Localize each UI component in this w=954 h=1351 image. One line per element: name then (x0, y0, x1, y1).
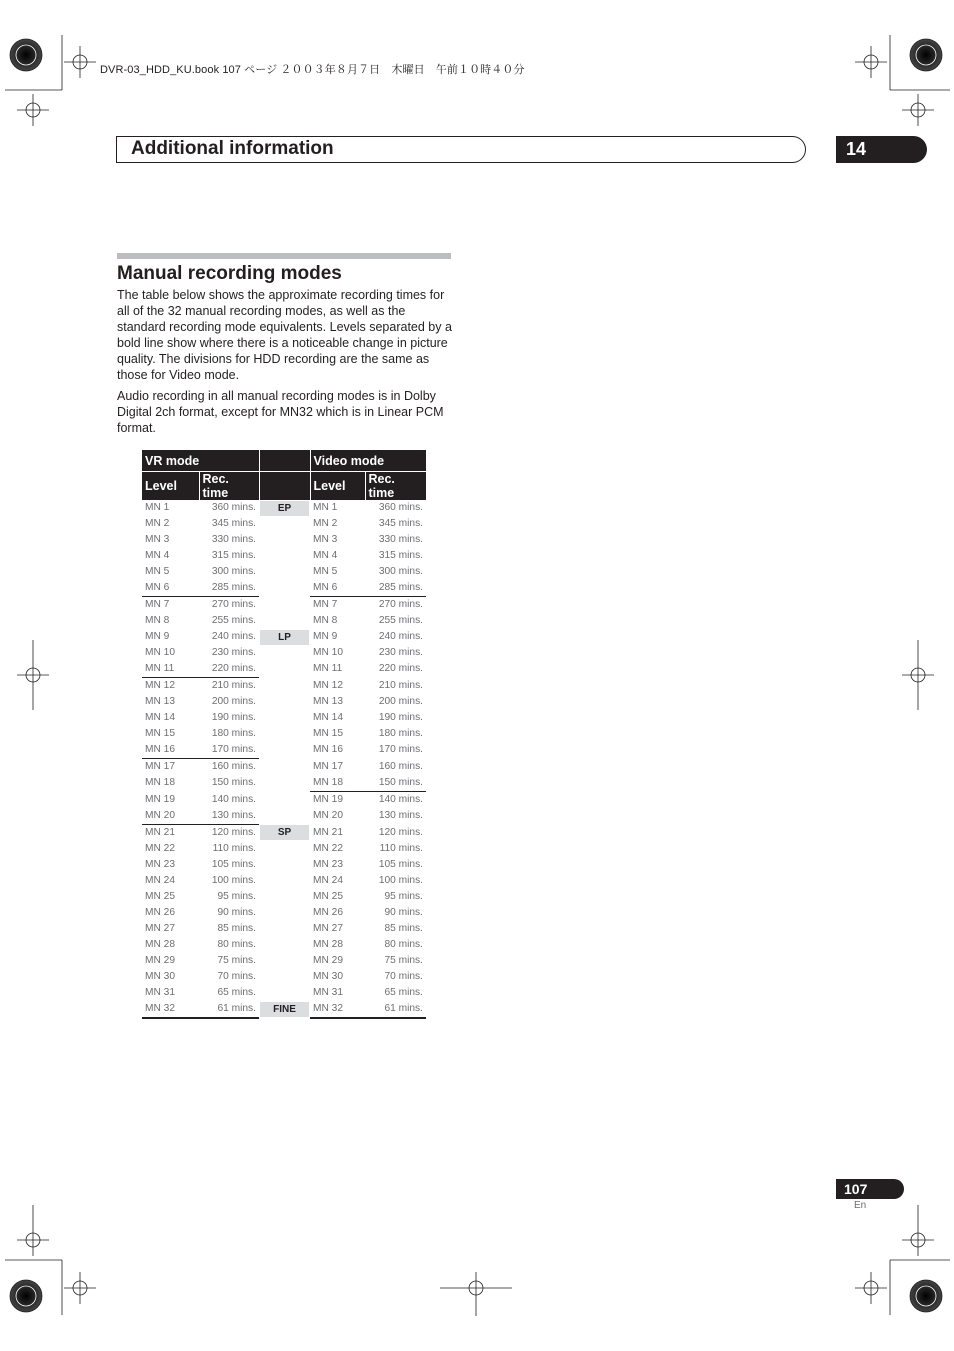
video-rec-time-cell: 300 mins. (378, 566, 423, 577)
vr-rec-time-cell: 140 mins. (211, 793, 256, 805)
chapter-number-tab: 14 (836, 136, 927, 163)
vr-level-cell: MN 4 (145, 550, 170, 561)
video-level-cell: MN 31 (313, 987, 344, 998)
vr-rec-time-cell: 75 mins. (217, 955, 256, 966)
vr-level-cell: MN 12 (142, 678, 199, 695)
vr-rec-time-cell: 285 mins. (211, 582, 256, 593)
table-row (142, 905, 426, 921)
video-level-cell: MN 4 (313, 550, 338, 561)
vr-level-cell: MN 26 (145, 907, 176, 918)
video-rec-time-cell: 200 mins. (378, 696, 423, 707)
standard-mode-cell (259, 857, 310, 873)
video-rec-time-cell: 330 mins. (378, 534, 423, 545)
registration-target-icon (10, 39, 42, 71)
standard-mode-cell (259, 548, 310, 564)
video-rec-time-cell: 80 mins. (384, 939, 423, 950)
standard-mode-cell (259, 678, 310, 695)
video-rec-time-cell: 61 mins. (365, 1001, 426, 1018)
table-row (142, 742, 426, 759)
video-rec-time-cell: 360 mins. (378, 502, 423, 513)
standard-mode-cell (259, 825, 310, 842)
vr-level-cell: MN 32 (142, 1001, 199, 1018)
crosshair-icon (73, 55, 87, 69)
crosshair-icon (26, 1233, 40, 1247)
table-row (142, 841, 426, 857)
video-rec-time-cell: 315 mins. (378, 550, 423, 561)
standard-mode-cell (259, 985, 310, 1001)
registration-target-icon (910, 1280, 942, 1312)
vr-rec-time-cell: 100 mins. (211, 875, 256, 886)
video-level-cell: MN 16 (313, 744, 344, 756)
video-level-cell: MN 30 (313, 971, 344, 982)
vr-rec-time-cell: 80 mins. (217, 939, 256, 950)
table-row (142, 759, 426, 776)
registration-target-icon (10, 1280, 42, 1312)
vr-level-cell: MN 15 (145, 728, 176, 739)
vr-level-cell: MN 18 (145, 777, 176, 789)
vr-rec-time-cell: 105 mins. (211, 859, 256, 870)
table-row (142, 808, 426, 825)
vr-rec-time-cell: 200 mins. (211, 696, 256, 707)
vr-rec-time-cell: 85 mins. (217, 923, 256, 934)
vr-level-cell: MN 11 (145, 663, 175, 674)
table-row (142, 532, 426, 548)
standard-mode-cell (259, 500, 310, 516)
table-row (142, 500, 426, 516)
standard-mode-cell (259, 629, 310, 645)
video-level-cell: MN 15 (313, 728, 344, 739)
standard-mode-cell (259, 921, 310, 937)
video-rec-time-cell: 210 mins. (378, 679, 423, 691)
table-row (142, 921, 426, 937)
table-row (142, 597, 426, 614)
video-level-cell: MN 6 (313, 582, 338, 593)
video-rec-time-cell: 160 mins. (378, 760, 423, 772)
table-row (142, 857, 426, 873)
video-level-cell: MN 27 (313, 923, 344, 934)
vr-level-cell: MN 22 (145, 843, 176, 854)
video-rec-time-cell: 230 mins. (378, 647, 423, 658)
vr-level-cell: MN 29 (145, 955, 176, 966)
table-row (142, 889, 426, 905)
video-level-cell: MN 11 (313, 663, 343, 675)
vr-level-cell: MN 19 (145, 793, 176, 805)
video-rec-time-cell: 170 mins. (378, 744, 423, 756)
video-level-cell: MN 23 (313, 859, 344, 870)
video-level-cell: MN 18 (313, 777, 344, 788)
table-row (142, 726, 426, 742)
chapter-header (116, 136, 806, 163)
video-level-cell: MN 1 (313, 502, 338, 513)
vr-rec-time-cell: 270 mins. (199, 597, 259, 614)
vr-rec-time-cell: 180 mins. (211, 728, 256, 739)
crosshair-icon (864, 55, 878, 69)
table-row (142, 710, 426, 726)
video-level-cell: MN 7 (310, 597, 365, 614)
video-level-cell: MN 12 (313, 679, 344, 691)
crosshair-icon (911, 103, 925, 117)
video-mode-header: Video mode (310, 450, 426, 472)
video-rec-time-cell: 65 mins. (384, 987, 423, 998)
recording-modes-table (142, 450, 426, 1019)
vr-rec-time-cell: 61 mins. (199, 1001, 259, 1018)
video-level-cell: MN 25 (313, 891, 344, 902)
standard-mode-cell (259, 775, 310, 792)
print-slug: DVR-03_HDD_KU.book 107 ページ ２００３年８月７日 木曜日 午前１０時４０分 (100, 64, 525, 76)
vr-level-cell: MN 25 (145, 891, 176, 902)
video-rec-time-cell: 120 mins. (378, 826, 423, 838)
vr-rec-time-cell: 110 mins. (212, 843, 256, 854)
video-rec-time-cell: 285 mins. (378, 582, 423, 593)
standard-mode-cell (259, 564, 310, 580)
vr-rec-time-cell: 360 mins. (211, 502, 256, 513)
section-rule (117, 253, 451, 259)
video-rec-time-cell: 110 mins. (379, 843, 423, 854)
table-row (142, 629, 426, 645)
vr-rec-time-cell: 70 mins. (217, 971, 256, 982)
crosshair-icon (911, 1233, 925, 1247)
video-level-cell: MN 26 (313, 907, 344, 918)
video-level-cell: MN 19 (310, 792, 365, 809)
vr-rec-time-cell: 220 mins. (211, 663, 256, 674)
video-rec-time-cell: 140 mins. (365, 792, 426, 809)
vr-level-cell: MN 14 (145, 712, 176, 723)
video-rec-time-cell: 105 mins. (378, 859, 423, 870)
video-rec-time-cell: 75 mins. (384, 955, 423, 966)
vr-rec-time-cell: 300 mins. (211, 566, 256, 577)
table-row (142, 775, 426, 792)
video-rec-time-cell: 130 mins. (378, 810, 423, 822)
vr-mode-header: VR mode (142, 450, 259, 472)
standard-mode-cell (259, 661, 310, 678)
table-row (142, 792, 426, 809)
vr-level-cell: MN 20 (145, 810, 176, 821)
vr-rec-time-cell: 330 mins. (211, 534, 256, 545)
video-rec-time-header: Rec. time (365, 472, 426, 501)
vr-level-cell: MN 1 (145, 502, 170, 513)
table-row (142, 985, 426, 1001)
standard-mode-cell (259, 613, 310, 629)
standard-mode-cell (259, 792, 310, 809)
video-level-cell: MN 8 (313, 615, 338, 626)
page-number: 107 (836, 1179, 904, 1199)
vr-level-cell: MN 16 (145, 744, 176, 755)
standard-mode-cell (259, 969, 310, 985)
vr-rec-time-cell: 95 mins. (217, 891, 256, 902)
vr-level-cell: MN 28 (145, 939, 176, 950)
video-level-cell: MN 24 (313, 875, 344, 886)
crosshair-icon (911, 668, 925, 682)
vr-rec-time-cell: 240 mins. (211, 631, 256, 642)
video-level-cell: MN 5 (313, 566, 338, 577)
vr-level-cell: MN 7 (142, 597, 199, 614)
video-level-cell: MN 2 (313, 518, 338, 529)
chapter-title: Additional information (131, 138, 334, 159)
crosshair-icon (26, 103, 40, 117)
table-row (142, 694, 426, 710)
video-level-cell: MN 20 (313, 810, 344, 822)
video-rec-time-cell: 150 mins. (378, 777, 423, 788)
standard-mode-cell (259, 937, 310, 953)
video-rec-time-cell: 85 mins. (384, 923, 423, 934)
vr-level-cell: MN 8 (145, 615, 170, 626)
video-level-header: Level (310, 472, 365, 501)
vr-rec-time-cell: 150 mins. (211, 777, 256, 789)
standard-mode-label: SP (260, 825, 309, 840)
vr-level-cell: MN 30 (145, 971, 176, 982)
video-rec-time-cell: 255 mins. (378, 615, 423, 626)
crosshair-icon (864, 1281, 878, 1295)
video-level-cell: MN 10 (313, 647, 344, 658)
vr-rec-time-cell: 120 mins. (199, 825, 259, 842)
video-rec-time-cell: 100 mins. (378, 875, 423, 886)
table-row (142, 580, 426, 597)
video-rec-time-cell: 95 mins. (384, 891, 423, 902)
vr-rec-time-cell: 345 mins. (211, 518, 256, 529)
vr-level-cell: MN 23 (145, 859, 176, 870)
table-row (142, 678, 426, 695)
video-level-cell: MN 14 (313, 712, 344, 723)
table-row (142, 645, 426, 661)
vr-rec-time-cell: 255 mins. (211, 615, 256, 626)
audio-paragraph: Audio recording in all manual recording modes is in Dolby Digital 2ch format, except for MN32 which is in Linear PCM format. (117, 389, 444, 435)
intro-paragraph: The table below shows the approximate recording times for all of the 32 manual recording modes, as well as the standard recording mode equivalents. Levels separated by a bold line show where there is a noticeable change in picture quality. The divisions for HDD recording are the same as those for Video mode. (117, 288, 452, 382)
standard-mode-cell (259, 1001, 310, 1018)
standard-mode-label: FINE (260, 1002, 309, 1017)
standard-mode-cell (259, 694, 310, 710)
video-level-cell: MN 21 (313, 826, 344, 838)
vr-rec-time-cell: 210 mins. (199, 678, 259, 695)
vr-level-header: Level (142, 472, 199, 501)
standard-mode-cell (259, 841, 310, 857)
standard-mode-cell (259, 645, 310, 661)
section-title: Manual recording modes (117, 263, 342, 284)
video-rec-time-cell: 90 mins. (384, 907, 423, 918)
standard-mode-cell (259, 710, 310, 726)
standard-mode-cell (259, 889, 310, 905)
standard-mode-cell (259, 726, 310, 742)
crosshair-icon (26, 668, 40, 682)
vr-level-cell: MN 9 (145, 631, 170, 642)
vr-rec-time-cell: 170 mins. (211, 744, 256, 755)
table-row (142, 548, 426, 564)
vr-rec-time-cell: 190 mins. (211, 712, 256, 723)
vr-level-cell: MN 5 (145, 566, 170, 577)
vr-rec-time-cell: 230 mins. (211, 647, 256, 658)
video-level-cell: MN 9 (313, 631, 338, 642)
video-level-cell: MN 28 (313, 939, 344, 950)
video-rec-time-cell: 190 mins. (378, 712, 423, 723)
vr-level-cell: MN 27 (145, 923, 176, 934)
table-row (142, 564, 426, 580)
video-level-cell: MN 13 (313, 696, 344, 707)
standard-mode-cell (259, 759, 310, 776)
vr-rec-time-cell: 315 mins. (211, 550, 256, 561)
video-rec-time-cell: 270 mins. (365, 597, 426, 614)
video-rec-time-cell: 180 mins. (378, 728, 423, 739)
crosshair-icon (469, 1281, 483, 1295)
table-row (142, 969, 426, 985)
video-rec-time-cell: 70 mins. (384, 971, 423, 982)
header-gap (259, 472, 310, 501)
standard-mode-cell (259, 742, 310, 759)
vr-level-cell: MN 31 (145, 987, 176, 998)
table-row (142, 661, 426, 678)
video-level-cell: MN 29 (313, 955, 344, 966)
video-level-cell: MN 22 (313, 843, 344, 854)
vr-level-cell: MN 13 (145, 696, 176, 707)
video-rec-time-cell: 240 mins. (378, 631, 423, 642)
video-rec-time-cell: 220 mins. (378, 663, 423, 675)
table-body (142, 500, 426, 1018)
vr-level-cell: MN 10 (145, 647, 176, 658)
table-row (142, 953, 426, 969)
page-language: En (854, 1200, 867, 1211)
standard-mode-cell (259, 953, 310, 969)
vr-level-cell: MN 24 (145, 875, 176, 886)
vr-rec-time-cell: 65 mins. (217, 987, 256, 998)
standard-mode-cell (259, 516, 310, 532)
standard-mode-label: LP (260, 630, 309, 645)
vr-rec-time-cell: 90 mins. (217, 907, 256, 918)
vr-level-cell: MN 2 (145, 518, 170, 529)
standard-mode-cell (259, 873, 310, 889)
standard-mode-label: EP (260, 501, 309, 516)
standard-mode-cell (259, 580, 310, 597)
vr-level-cell: MN 17 (142, 759, 199, 776)
table-row (142, 516, 426, 532)
vr-level-cell: MN 3 (145, 534, 170, 545)
crosshair-icon (73, 1281, 87, 1295)
table-row (142, 937, 426, 953)
standard-mode-cell (259, 532, 310, 548)
video-level-cell: MN 3 (313, 534, 338, 545)
table-row (142, 613, 426, 629)
standard-mode-cell (259, 808, 310, 825)
vr-level-cell: MN 21 (142, 825, 199, 842)
video-level-cell: MN 32 (310, 1001, 365, 1018)
header-gap (259, 450, 310, 472)
table-row (142, 873, 426, 889)
vr-rec-time-cell: 160 mins. (199, 759, 259, 776)
table-row (142, 1001, 426, 1018)
table-row (142, 825, 426, 842)
vr-level-cell: MN 6 (145, 582, 170, 593)
vr-rec-time-header: Rec. time (199, 472, 259, 501)
standard-mode-cell (259, 597, 310, 614)
vr-rec-time-cell: 130 mins. (211, 810, 256, 821)
standard-mode-cell (259, 905, 310, 921)
registration-target-icon (910, 39, 942, 71)
video-level-cell: MN 17 (313, 760, 344, 772)
video-rec-time-cell: 345 mins. (378, 518, 423, 529)
